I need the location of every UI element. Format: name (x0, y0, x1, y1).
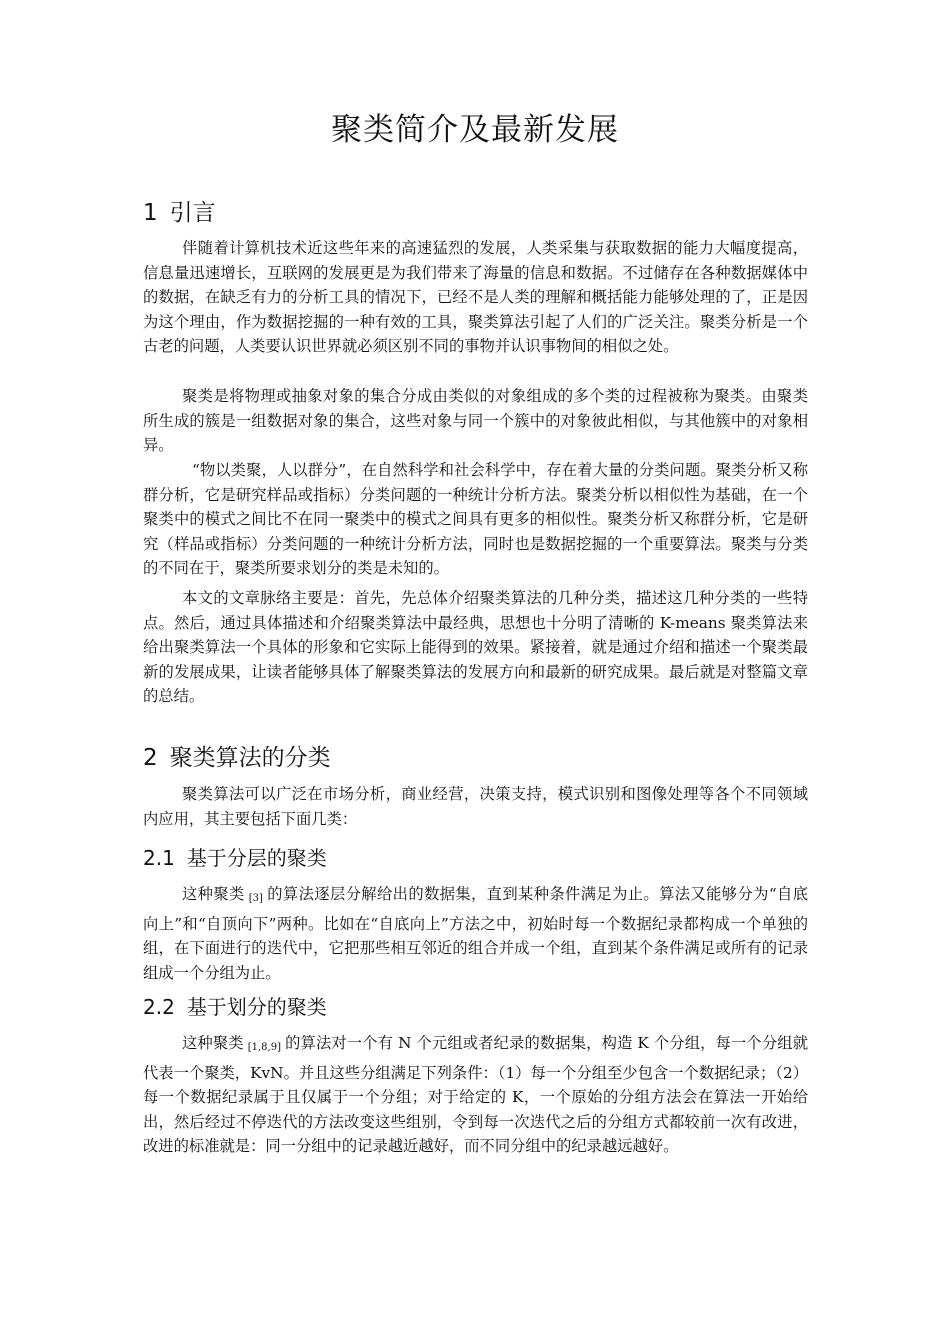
subsection-number: 2.1 (143, 846, 175, 870)
paragraph-intro-4: 本文的文章脉络主要是：首先，先总体介绍聚类算法的几种分类，描述这几种分类的一些特点。然后，通过具体描述和介绍聚类算法中最经典，思想也十分明了清晰的 K-means 聚类算法来给出聚类算法一个具体的形象和它实际上能得到的效果。紧接着，就是通过介绍和描述一个聚类最新的发展成果，让读者能够具体了解聚类算法的发展方向和最新的研究成果。最后就是对整篇文章的总结。 (143, 589, 808, 705)
paragraph-lead: 这种聚类 (182, 1034, 244, 1052)
subsection-title: 基于划分的聚类 (186, 995, 327, 1019)
paragraph-intro-3: “物以类聚，人以群分”，在自然科学和社会科学中，存在着大量的分类问题。聚类分析又称群分析，它是研究样品或指标）分类问题的一种统计分析方法。聚类分析以相似性为基础，在一个聚类中的模式之间比不在同一聚类中的模式之间具有更多的相似性。聚类分析又称群分析，它是研究（样品或指标）分类问题的一种统计分析方法，同时也是数据挖掘的一个重要算法。聚类与分类的不同在于，聚类所要求划分的类是未知的。 (143, 461, 808, 577)
paragraph-text: 的算法逐层分解给出的数据集，直到某种条件满足为止。算法又能够分为“自底向上”和“自顶向下”两种。比如在“自底向上”方法之中，初始时每一个数据纪录都构成一个单独的组，在下面进行的迭代中，它把那些相互邻近的组合并成一个组，直到某个条件满足或所有的记录组成一个分组为止。 (143, 885, 808, 982)
paragraph-2-1 (143, 882, 808, 985)
citation: [1,8,9] (247, 1042, 281, 1053)
paragraph-text: 的算法对一个有 N 个元组或者纪录的数据集，构造 K 个分组，每一个分组就代表一个聚类，KvN。并且这些分组满足下列条件：（1）每一个分组至少包含一个数据纪录；（2）每一个数据纪录属于且仅属于一个分组；对于给定的 K，一个原始的分组方法会在算法一开始给出，然后经过不停迭代的方法改变这些组别，令到每一次迭代之后的分组方式都较前一次有改进，改进的标准就是：同一分组中的记录越近越好，而不同分组中的纪录越远越好。 (143, 1034, 808, 1155)
section-heading-1 (143, 194, 216, 227)
paragraph-lead: 这种聚类 (182, 885, 245, 903)
subsection-number: 2.2 (143, 995, 175, 1019)
section-number: 1 (143, 200, 158, 226)
paragraph-section2-intro: 聚类算法可以广泛在市场分析，商业经营，决策支持，模式识别和图像处理等各个不同领域内应用，其主要包括下面几类： (143, 785, 808, 828)
citation: [3] (248, 893, 263, 904)
paragraph-intro-1: 伴随着计算机技术近这些年来的高速猛烈的发展，人类采集与获取数据的能力大幅度提高，信息量迅速增长，互联网的发展更是为我们带来了海量的信息和数据。不过储存在各种数据媒体中的数据，在缺乏有力的分析工具的情况下，已经不是人类的理解和概括能力能够处理的了，正是因为这个理由，作为数据挖掘的一种有效的工具，聚类算法引起了人们的广泛关注。聚类分析是一个古老的问题，人类要认识世界就必须区别不同的事物并认识事物间的相似之处。 (143, 239, 808, 355)
section-heading-2 (143, 739, 331, 772)
paragraph-2-2 (143, 1031, 808, 1159)
paragraph-intro-2: 聚类是将物理或抽象对象的集合分成由类似的对象组成的多个类的过程被称为聚类。由聚类所生成的簇是一组数据对象的集合，这些对象与同一个簇中的对象彼此相似，与其他簇中的对象相异。 (143, 387, 808, 454)
document-title: 聚类简介及最新发展 (331, 112, 619, 148)
subsection-heading-2-1 (143, 842, 327, 871)
section-title: 聚类算法的分类 (169, 745, 331, 771)
section-number: 2 (143, 745, 158, 771)
subsection-heading-2-2 (143, 991, 327, 1020)
subsection-title: 基于分层的聚类 (186, 846, 327, 870)
section-title: 引言 (169, 200, 216, 226)
